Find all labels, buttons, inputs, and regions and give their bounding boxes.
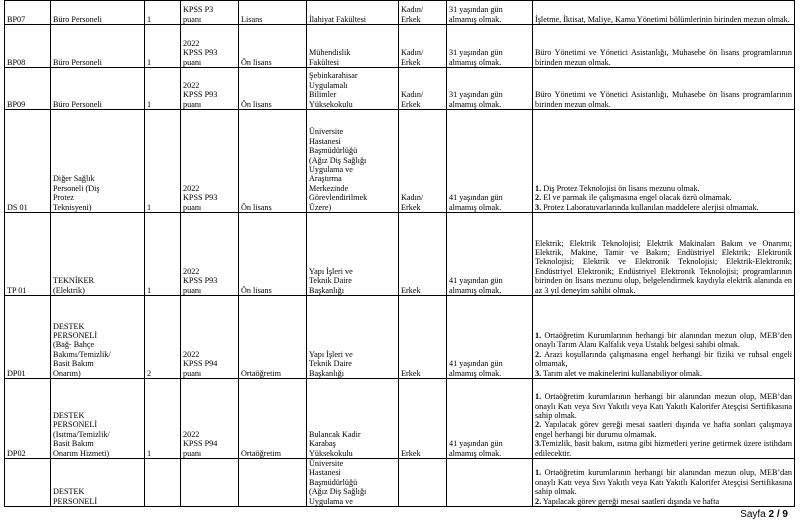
- special-requirements: [533, 68, 795, 110]
- table-row: [5, 68, 795, 110]
- position-title: Diğer Sağlık Personeli (Diş Protez Teknisyeni): [51, 110, 145, 213]
- position-code: TP 01: [5, 213, 51, 296]
- position-count: 1: [145, 68, 181, 110]
- position-code: [5, 459, 51, 507]
- education-level: Ortaöğretim: [239, 296, 307, 379]
- table-row: [5, 459, 795, 507]
- requirement-item: Elektrik; Elektrik Teknolojisi; Elektrik Makinaları Bakım ve Onarımı; Elektrik, Makine, Tamir ve Bakım; Endüstriyel Elektrik; Elektronik Teknolojisi; Elektrik ve Elektronik Teknolojisi; Elektrik-Elektronik; Endüstriyel Elektronik; Endüstriyel Elektronik Teknolojisi; programlarının birinden ön lisans mezunu olup, belgelendirmek kaydıyla elektrik alanında en az 3 yıl deneyim sahibi olmak.: [535, 238, 792, 295]
- position-title: Büro Personeli: [51, 1, 145, 25]
- exam-score-type: 2022 KPSS P93 puanı: [181, 110, 239, 213]
- position-count: 2: [145, 296, 181, 379]
- position-count: 1: [145, 110, 181, 213]
- assigned-unit: Yapı İşleri ve Teknik Daire Başkanlığı: [307, 213, 399, 296]
- education-level: Ortaöğretim: [239, 379, 307, 459]
- gender-requirement: Kadın/ Erkek: [399, 1, 447, 25]
- position-code: BP08: [5, 25, 51, 68]
- gender-requirement: Erkek: [399, 296, 447, 379]
- table-row: [5, 379, 795, 459]
- requirement-item: Büro Yönetimi ve Yönetici Asistanlığı, Muhasebe ön lisans programlarının birinden mezun olmak.: [535, 90, 792, 109]
- education-level: Ön lisans: [239, 68, 307, 110]
- requirement-item: İşletme, İktisat, Maliye, Kamu Yönetimi bölümlerinin birinden mezun olmak.: [535, 14, 790, 24]
- footer-label: Sayfa: [740, 509, 769, 520]
- special-requirements: [533, 296, 795, 379]
- assigned-unit: Üniversite Hastanesi Başmüdürlüğü (Ağız Diş Sağlığı Uygulama ve: [307, 459, 399, 507]
- assigned-unit: Şebinkarahisar Uygulamalı Bilimler Yüksekokulu: [307, 68, 399, 110]
- table-row: [5, 1, 795, 25]
- education-level: Lisans: [239, 1, 307, 25]
- age-limit: [447, 459, 533, 507]
- special-requirements: [533, 25, 795, 68]
- requirement-item: 1. Ortaöğretim Kurumlarının herhangi bir alanından mezun olup, MEB’den onaylı Tarım Alanı Kalfalık veya Ustalık belgesi sahibi olmak.: [535, 330, 792, 350]
- age-limit: 41 yaşından gün almamış olmak.: [447, 296, 533, 379]
- exam-score-type: 2022 KPSS P93 puanı: [181, 68, 239, 110]
- special-requirements: [533, 1, 795, 25]
- assigned-unit: Üniversite Hastanesi Başmüdürlüğü (Ağız Diş Sağlığı Uygulama ve Araştırma Merkezinde Görevlendirilmek Üzere): [307, 110, 399, 213]
- requirement-item: 2. Yapılacak görev gereği mesai saatleri dışında ve hafta: [535, 496, 720, 506]
- exam-score-type: 2022 KPSS P94 puanı: [181, 296, 239, 379]
- exam-score-type: 2022 KPSS P93 puanı: [181, 213, 239, 296]
- age-limit: 41 yaşından gün almamış olmak.: [447, 213, 533, 296]
- exam-score-type: [181, 459, 239, 507]
- exam-score-type: 2022 KPSS P94 puanı: [181, 379, 239, 459]
- position-count: 1: [145, 1, 181, 25]
- position-code: BP07: [5, 1, 51, 25]
- page-number: 2 / 9: [768, 509, 788, 520]
- position-title: DESTEK PERSONELİ: [51, 459, 145, 507]
- exam-score-type: 2022 KPSS P93 puanı: [181, 25, 239, 68]
- special-requirements: [533, 459, 795, 507]
- requirement-item: Büro Yönetimi ve Yönetici Asistanlığı, Muhasebe ön lisans programlarının birinden mezun olmak.: [535, 48, 792, 67]
- requirement-item: 2. Arazi koşullarında çalışmasına engel herhangi bir fiziki ve ruhsal engeli olmamak,: [535, 349, 792, 369]
- position-code: BP09: [5, 68, 51, 110]
- position-count: [145, 459, 181, 507]
- special-requirements: [533, 379, 795, 459]
- requirement-item: 3.Temizlik, basit bakım, ısıtma gibi hizmetleri yerine getirmek üzere istihdam edilecektir.: [535, 439, 792, 458]
- gender-requirement: Kadın/ Erkek: [399, 68, 447, 110]
- table-row: [5, 296, 795, 379]
- position-title: TEKNİKER (Elektrik): [51, 213, 145, 296]
- gender-requirement: Erkek: [399, 379, 447, 459]
- assigned-unit: Mühendislik Fakültesi: [307, 25, 399, 68]
- position-code: DP02: [5, 379, 51, 459]
- position-title: Büro Personeli: [51, 68, 145, 110]
- education-level: Ön lisans: [239, 25, 307, 68]
- age-limit: 31 yaşından gün almamış olmak.: [447, 1, 533, 25]
- position-count: 1: [145, 213, 181, 296]
- requirement-item: 3. Tarım alet ve makinelerini kullanabiliyor olmak.: [535, 368, 703, 378]
- age-limit: 31 yaşından gün almamış olmak.: [447, 25, 533, 68]
- table-row: [5, 213, 795, 296]
- requirement-item: 2. Yapılacak görev gereği mesai saatleri dışında ve hafta sonları çalışmaya engel herhangi bir durumu olmamak.: [535, 420, 792, 439]
- assigned-unit: Bulancak Kadir Karabaş Yüksekokulu: [307, 379, 399, 459]
- special-requirements: [533, 110, 795, 213]
- positions-table: [4, 0, 795, 507]
- position-title: Büro Personeli: [51, 25, 145, 68]
- table-row: [5, 25, 795, 68]
- requirement-item: 3. Protez Laboratuvarlarında kullanılan maddelere alerjisi olmamak.: [535, 202, 759, 212]
- assigned-unit: Yapı İşleri ve Teknik Daire Başkanlığı: [307, 296, 399, 379]
- position-code: DS 01: [5, 110, 51, 213]
- education-level: [239, 459, 307, 507]
- exam-score-type: KPSS P3 puanı: [181, 1, 239, 25]
- table-row: [5, 110, 795, 213]
- requirement-item: 1. Ortaöğretim kurumlarının herhangi bir alanından mezun olup, MEB’dan onaylı Katı veya Sıvı Yakıtlı veya Katı Yakıtlı Kalorifer Ateşçisi Sertifikasına sahip olmak.: [535, 468, 792, 497]
- age-limit: 41 yaşından gün almamış olmak.: [447, 110, 533, 213]
- gender-requirement: Kadın/ Erkek: [399, 25, 447, 68]
- position-code: DP01: [5, 296, 51, 379]
- requirement-item: 2. El ve parmak ile çalışmasına engel olacak özrü olmamak.: [535, 193, 732, 203]
- education-level: Ön lisans: [239, 110, 307, 213]
- gender-requirement: Kadın/ Erkek: [399, 110, 447, 213]
- gender-requirement: Erkek: [399, 213, 447, 296]
- position-count: 1: [145, 379, 181, 459]
- position-count: 1: [145, 25, 181, 68]
- position-title: DESTEK PERSONELİ (Bağ- Bahçe Bakımı/Temizlik/ Basit Bakım Onarım): [51, 296, 145, 379]
- age-limit: 31 yaşından gün almamış olmak.: [447, 68, 533, 110]
- gender-requirement: [399, 459, 447, 507]
- special-requirements: [533, 213, 795, 296]
- requirement-item: 1. Ortaöğretim kurumlarının herhangi bir alanından mezun olup, MEB’dan onaylı Katı veya Sıvı Yakıtlı veya Katı Yakıtlı Kalorifer Ateşçisi Sertifikasına sahip olmak.: [535, 392, 792, 420]
- position-title: DESTEK PERSONELİ (Isıtma/Temizlik/ Basit Bakım Onarım Hizmeti): [51, 379, 145, 459]
- page-footer: [740, 509, 788, 520]
- requirement-item: 1. Diş Protez Teknolojisi ön lisans mezunu olmak.: [535, 183, 700, 193]
- age-limit: 41 yaşından gün almamış olmak.: [447, 379, 533, 459]
- assigned-unit: İlahiyat Fakültesi: [307, 1, 399, 25]
- education-level: Ön lisans: [239, 213, 307, 296]
